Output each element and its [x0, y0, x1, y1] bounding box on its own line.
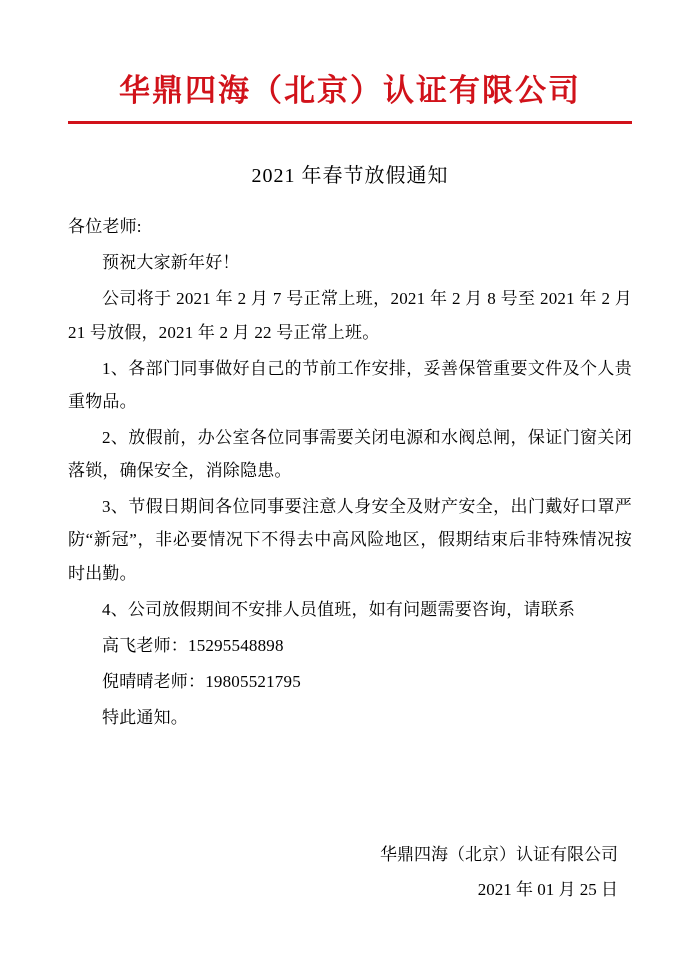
letterhead [68, 0, 632, 124]
paragraph-item-1: 1、各部门同事做好自己的节前工作安排，妥善保管重要文件及个人贵重物品。 [68, 358, 632, 411]
company-letterhead-title: 华鼎四海（北京）认证有限公司 [119, 73, 581, 108]
document-title: 2021 年春节放假通知 [251, 165, 449, 188]
signature-company: 华鼎四海（北京）认证有限公司 [380, 845, 618, 865]
signature-block [68, 838, 632, 908]
paragraph-item-2: 2、放假前，办公室各位同事需要关闭电源和水阀总闸，保证门窗关闭落锁，确保安全，消除隐患。 [68, 428, 632, 481]
closing-notice: 特此通知。 [102, 708, 188, 728]
paragraph-greeting: 预祝大家新年好！ [102, 253, 240, 273]
paragraph-item-3: 3、节假日期间各位同事要注意人身安全及财产安全，出门戴好口罩严防“新冠”，非必要情况下不得去中高风险地区，假期结束后非特殊情况按时出勤。 [68, 497, 632, 583]
document-body [68, 210, 632, 734]
salutation: 各位老师: [68, 217, 142, 237]
letterhead-divider [68, 121, 632, 124]
paragraph-item-4: 4、公司放假期间不安排人员值班，如有问题需要咨询，请联系 [102, 599, 576, 619]
contact-niqingqing: 倪晴晴老师：19805521795 [102, 672, 301, 692]
signature-date: 2021 年 01 月 25 日 [477, 880, 618, 900]
contact-gaofei: 高飞老师：15295548898 [102, 635, 284, 655]
paragraph-holiday-dates: 公司将于 2021 年 2 月 7 号正常上班，2021 年 2 月 8 号至 2021 年 2 月 21 号放假，2021 年 2 月 22 号正常上班。 [68, 289, 632, 342]
